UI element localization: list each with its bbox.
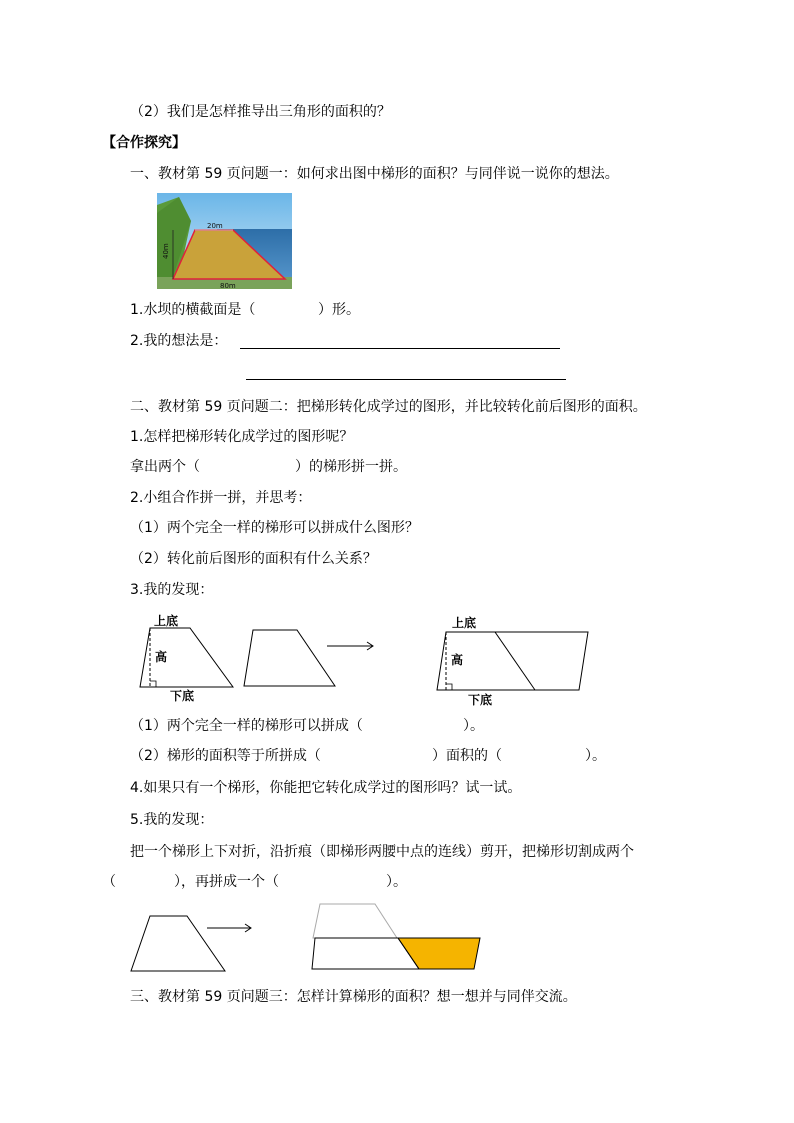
p2-item5-b1: （ xyxy=(102,874,116,890)
label-lower-1: 下底 xyxy=(170,689,195,703)
p2-item4: 4.如果只有一个梯形，你能把它转化成学过的图形吗？试一试。 xyxy=(130,780,522,796)
orange-piece xyxy=(398,938,480,969)
cut-figures xyxy=(125,900,485,975)
dam-top-label: 20m xyxy=(207,222,223,230)
p2-item3: 3.我的发现： xyxy=(130,582,214,598)
answer-line-1[interactable] xyxy=(240,348,560,349)
p2-find2-c: ）。 xyxy=(585,748,606,764)
p2-item1: 1.怎样把梯形转化成学过的图形呢？ xyxy=(130,429,354,445)
p2-item2a: （1）两个完全一样的梯形可以拼成什么图形？ xyxy=(130,520,419,536)
p2-item2: 2.小组合作拼一拼，并思考： xyxy=(130,490,312,506)
answer-line-2[interactable] xyxy=(246,379,566,380)
p2-find1-pre: （1）两个完全一样的梯形可以拼成（ xyxy=(130,718,363,734)
trapezoid-flipped xyxy=(244,630,335,686)
dam-height-label: 40m xyxy=(162,243,170,259)
label-lower-2: 下底 xyxy=(468,693,493,707)
ghost-top xyxy=(313,904,397,938)
p2-item5: 5.我的发现： xyxy=(130,812,214,828)
p1-item2: 2.我的想法是： xyxy=(130,333,228,349)
p2-find2-b: ）面积的（ xyxy=(432,748,502,764)
part3-heading: 三、教材第 59 页问题三：怎样计算梯形的面积？想一想并与同伴交流。 xyxy=(130,989,577,1005)
p1-item1-post: ）形。 xyxy=(318,302,360,318)
p2-item1b-pre: 拿出两个（ xyxy=(130,459,200,475)
section-title: 【合作探究】 xyxy=(102,135,186,151)
trapezoid-single xyxy=(131,916,225,971)
label-height-1: 高 xyxy=(155,650,168,664)
dam-picture xyxy=(157,193,292,289)
dam-bottom-label: 80m xyxy=(220,282,236,290)
question-2: （2）我们是怎样推导出三角形的面积的？ xyxy=(130,104,391,120)
p2-item1b-post: ）的梯形拼一拼。 xyxy=(295,459,407,475)
p2-item5-b3: ）。 xyxy=(386,874,407,890)
trapezoid-left xyxy=(140,628,233,687)
label-upper-2: 上底 xyxy=(452,616,477,630)
part2-heading: 二、教材第 59 页问题二：把梯形转化成学过的图形，并比较转化前后图形的面积。 xyxy=(130,399,647,415)
p1-item1-pre: 1.水坝的横截面是（ xyxy=(130,302,256,318)
p2-find1-post: ）。 xyxy=(463,718,484,734)
p2-item2b: （2）转化前后图形的面积有什么关系？ xyxy=(130,551,377,567)
p2-item5-b2: ），再拼成一个（ xyxy=(174,874,279,890)
label-height-2: 高 xyxy=(451,653,464,667)
label-upper-1: 上底 xyxy=(154,614,179,628)
trapezoid-figures xyxy=(130,610,600,710)
part1-heading: 一、教材第 59 页问题一：如何求出图中梯形的面积？与同伴说一说你的想法。 xyxy=(130,166,619,182)
p2-item5-text: 把一个梯形上下对折，沿折痕（即梯形两腰中点的连线）剪开，把梯形切割成两个 xyxy=(130,844,634,860)
p2-find2-a: （2）梯形的面积等于所拼成（ xyxy=(130,748,321,764)
